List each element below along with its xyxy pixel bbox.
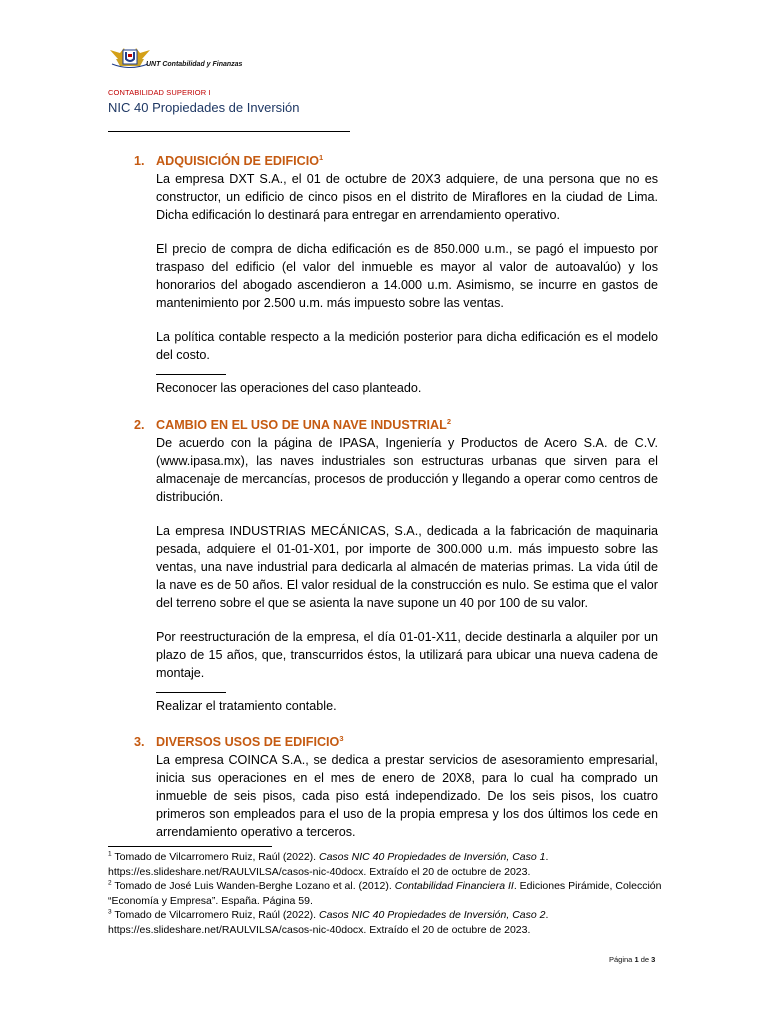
task-instruction: Realizar el tratamiento contable. [156,699,337,713]
footnote-text: Tomado de José Luis Wanden-Berghe Lozano et al. (2012). [111,880,395,892]
footnote-source-title: Casos NIC 40 Propiedades de Inversión, Caso 1 [319,851,546,863]
section-heading [134,416,658,434]
section-number: 2. [134,418,145,432]
footnote-2 [108,879,668,908]
footnote-ref: 2 [446,416,452,426]
paragraph: La empresa INDUSTRIAS MECÁNICAS, S.A., dedicada a la fabricación de maquinaria pesada, adquiere el 01-01-X01, por importe de 300.000 u.m. más impuesto sobre las ventas, una nave industrial para dedicarla al almacén de materias primas. La vida útil de la nave es de 50 años. El valor residual de la construcción es nulo. Se estima que el valor del terreno sobre el que se asienta la nave supone un 40 por 100 de su valor. [156,524,658,610]
footnote-text: Tomado de Vilcarromero Ruiz, Raúl (2022). [111,909,319,921]
paragraph: La política contable respecto a la medición posterior para dicha edificación es el modelo del costo. [156,330,658,362]
course-name: CONTABILIDAD SUPERIOR I [108,88,211,97]
footnote-3 [108,908,668,937]
section-title: DIVERSOS USOS DE EDIFICIO [156,735,340,749]
footnote-marker: 1 [108,850,112,858]
footnote-marker: 3 [108,908,112,916]
section-title: CAMBIO EN EL USO DE UNA NAVE INDUSTRIAL [156,418,447,432]
answer-blank-line [156,682,226,693]
paragraph: De acuerdo con la página de IPASA, Ingeniería y Productos de Acero S.A. de C.V. (www.ipasa.mx), las naves industriales son estructuras urbanas que sirven para el almacenaje de mercancías, procesos de producción y llegando a operar como centros de distribución. [156,436,658,504]
paragraph: El precio de compra de dicha edificación es de 850.000 u.m., se pagó el impuesto por traspaso del edificio (el valor del inmueble es mayor al valor de autoavalúo) y los honorarios del abogado ascendieron a 14.000 u.m. Asimismo, se incurre en gastos de mantenimiento por 2.500 u.m. más impuesto sobre las ventas. [156,242,658,310]
section-heading [134,152,658,170]
footnote-text: . Ediciones Pirámide, Colección “Economía y Empresa”. España. Página 59. [108,880,662,907]
footnote-ref: 3 [339,733,344,743]
footnotes [108,850,668,937]
task-instruction: Reconocer las operaciones del caso planteado. [156,381,422,395]
section-heading [134,733,658,751]
footnote-text: Tomado de Vilcarromero Ruiz, Raúl (2022). [111,851,319,863]
document-title: NIC 40 Propiedades de Inversión [108,100,300,115]
footnote-ref: 1 [319,152,324,162]
section-3 [134,733,658,841]
section-2 [134,416,658,715]
footnote-source-title: Casos NIC 40 Propiedades de Inversión, Caso 2 [319,909,546,921]
footnote-marker: 2 [108,879,112,887]
brand-name: UNT Contabilidad y Finanzas [146,61,243,68]
paragraph: Por reestructuración de la empresa, el día 01-01-X11, decide destinarla a alquiler por un plazo de 15 años, que, transcurridos éstos, la utilizará para ubicar una nueva cadena de montaje. [156,630,658,680]
footnote-source-title: Contabilidad Financiera II [394,880,514,892]
paragraph: La empresa DXT S.A., el 01 de octubre de 20X3 adquiere, de una persona que no es constructor, un edificio de cinco pisos en el distrito de Miraflores en la ciudad de Lima. Dicha edificación lo destinará para entregar en arrendamiento operativo. [156,172,658,222]
paragraph: La empresa COINCA S.A., se dedica a prestar servicios de asesoramiento empresarial, inicia sus operaciones en el mes de enero de 20X8, para lo cual ha comprado un inmueble de seis pisos, cada piso está independizado. De los seis pisos, los cuatro primeros son empleados para el uso de la propia empresa y los dos últimos los cede en arrendamiento operativo a terceros. [156,753,658,839]
section-number: 1. [134,154,145,168]
footnote-separator [108,846,272,847]
page-number: Página 1 de 3 [609,955,656,964]
section-number: 3. [134,735,145,749]
section-title: ADQUISICIÓN DE EDIFICIO [156,154,320,168]
footnote-1 [108,850,668,879]
section-1 [134,152,658,397]
footnote-text: . https://es.slideshare.net/RAULVILSA/casos-nic-40docx. Extraído el 20 de octubre de 2023. [108,851,549,878]
title-underline [108,131,350,132]
answer-blank-line [156,364,226,375]
footnote-text: . https://es.slideshare.net/RAULVILSA/casos-nic-40docx. Extraído el 20 de octubre de 2023. [108,909,549,936]
